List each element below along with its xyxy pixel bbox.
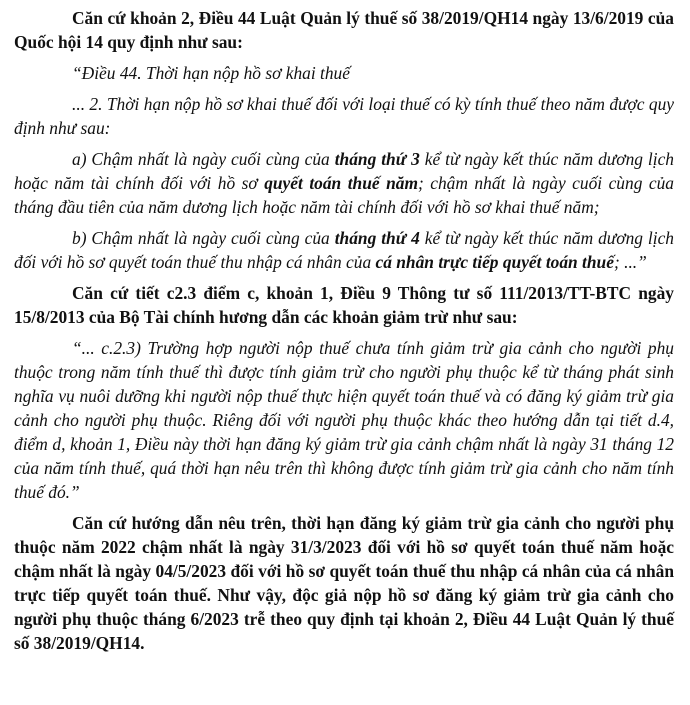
quote-point-a-text-2: kể từ ngày kết thúc năm dương lịch hoặc năm tài chính đối với hồ sơ [14, 149, 674, 193]
quote-point-a-bold-2: quyết toán thuế năm [264, 173, 418, 193]
quote-circular-c23: “... c.2.3) Trường hợp người nộp thuế chưa tính giảm trừ gia cảnh cho người phụ thuộc trong năm tính thuế thì được tính giảm trừ cho người phụ thuộc kể từ tháng phát sinh nghĩa vụ nuôi dưỡng khi người nộp thuế thực hiện quyết toán thuế và có đăng ký giảm trừ gia cảnh cho người phụ thuộc. Riêng đối với người phụ thuộc khác theo hướng dẫn tại tiết d.4, điểm d, khoản 1, Điều này thời hạn đăng ký giảm trừ gia cảnh chậm nhất là ngày 31 tháng 12 của năm tính thuế, quá thời hạn nêu trên thì không được tính giảm trừ gia cảnh cho năm tính thuế đó.” [14, 338, 674, 502]
quote-point-b-text-1: b) Chậm nhất là ngày cuối cùng của [72, 228, 335, 248]
paragraph-legal-basis-1: Căn cứ khoản 2, Điều 44 Luật Quản lý thuế số 38/2019/QH14 ngày 13/6/2019 của Quốc hội 14 quy định như sau: [14, 8, 674, 52]
quote-point-a-bold-1: tháng thứ 3 [334, 149, 420, 169]
quote-point-b-text-2: kể từ ngày kết thúc năm dương lịch đối với hồ sơ quyết toán thuế thu nhập cá nhân của [14, 228, 674, 272]
paragraph-conclusion: Căn cứ hướng dẫn nêu trên, thời hạn đăng ký giảm trừ gia cảnh cho người phụ thuộc năm 2022 chậm nhất là ngày 31/3/2023 đối với hồ sơ quyết toán thuế năm hoặc chậm nhất là ngày 04/5/2023 đối với hồ sơ quyết toán thuế thu nhập cá nhân của cá nhân trực tiếp quyết toán thuế. Như vậy, độc giả nộp hồ sơ đăng ký giảm trừ gia cảnh cho người phụ thuộc tháng 6/2023 trễ theo quy định tại khoản 2, Điều 44 Luật Quản lý thuế số 38/2019/QH14. [14, 513, 674, 653]
quote-point-b-text-3: ; ...” [613, 252, 647, 272]
quote-clause-2: ... 2. Thời hạn nộp hồ sơ khai thuế đối với loại thuế có kỳ tính thuế theo năm được quy định như sau: [14, 94, 674, 138]
quote-point-a-text-3: ; chậm nhất là ngày cuối cùng của tháng đầu tiên của năm dương lịch hoặc năm tài chính đối với hồ sơ khai thuế năm; [14, 173, 674, 217]
quote-point-b [14, 226, 674, 274]
quote-article-title: “Điều 44. Thời hạn nộp hồ sơ khai thuế [72, 63, 350, 83]
quote-point-b-bold-1: tháng thứ 4 [334, 228, 420, 248]
quote-point-a [14, 147, 674, 219]
quote-point-b-bold-2: cá nhân trực tiếp quyết toán thuế [375, 252, 614, 272]
quote-point-a-text-1: a) Chậm nhất là ngày cuối cùng của [72, 149, 335, 169]
paragraph-legal-basis-2: Căn cứ tiết c2.3 điểm c, khoản 1, Điều 9 Thông tư số 111/2013/TT-BTC ngày 15/8/2013 của Bộ Tài chính hương dẫn các khoản giảm trừ như sau: [14, 283, 674, 327]
